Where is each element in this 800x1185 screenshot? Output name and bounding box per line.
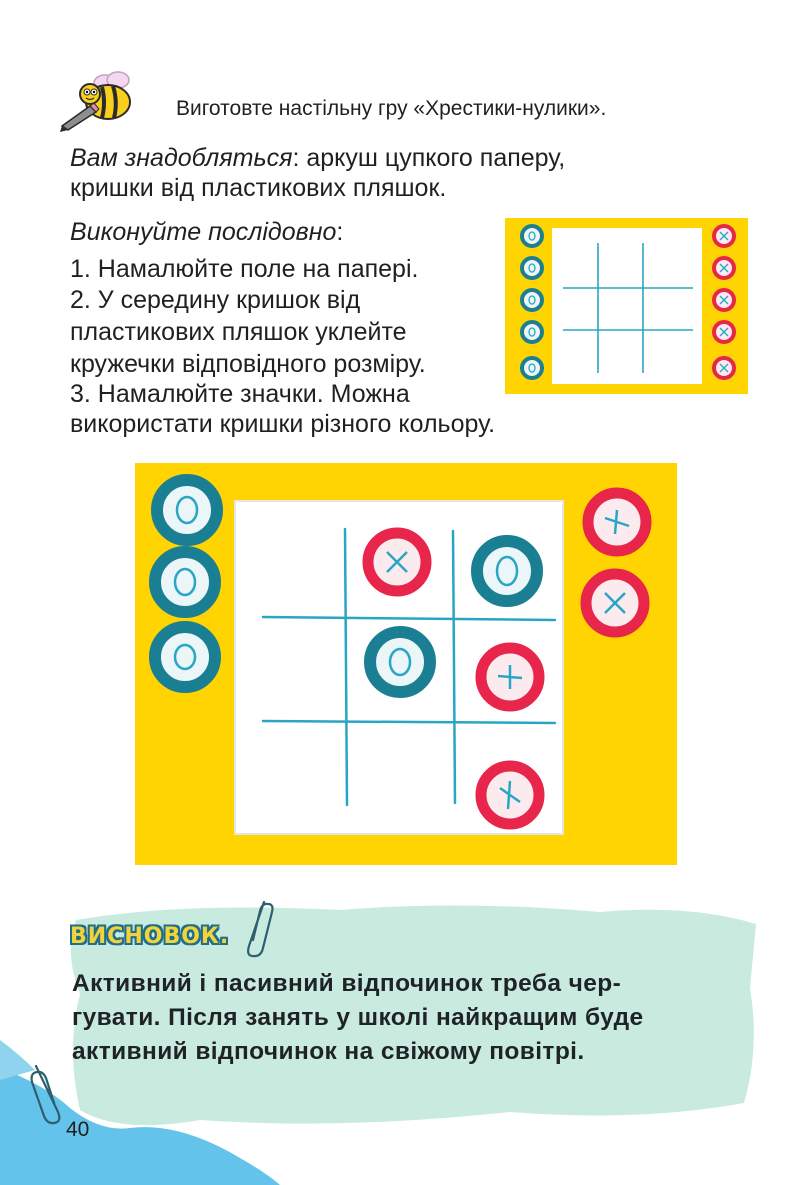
step-line-6: використати кришки різного кольору. [70, 410, 496, 438]
conclusion-title: ВИСНОВОК. [70, 924, 230, 949]
step-line-4: кружечки відповідного розміру. [70, 350, 426, 378]
step-line-2: 2. У середину кришок від [70, 286, 361, 314]
materials-line1 [70, 142, 565, 174]
conclusion-line-2: гувати. Після занять у школі найкращим буде [72, 1004, 644, 1031]
paperclip-icon [28, 1060, 68, 1128]
step-line-3: пластикових пляшок уклейте [70, 318, 407, 346]
materials-text: : аркуш цупкого паперу, [292, 144, 566, 172]
conclusion-line-1: Активний і пасивний відпочинок треба чер- [72, 970, 622, 997]
conclusion-text [72, 967, 732, 1069]
bee-pencil-icon [58, 64, 158, 134]
intro-text: Виготовте настільну гру «Хрестики-нулики». [176, 97, 607, 120]
small-board-photo [505, 218, 748, 394]
large-board-photo [135, 463, 677, 865]
step-line-5: 3. Намалюйте значки. Можна [70, 380, 410, 408]
materials-line2: кришки від пластикових пляшок. [70, 174, 447, 202]
page-number: 40 [66, 1118, 90, 1141]
paperclip-icon [240, 896, 276, 960]
steps-label: Виконуйте послідовно [70, 218, 337, 246]
steps-heading [70, 216, 343, 248]
step-line-1: 1. Намалюйте поле на папері. [70, 255, 419, 283]
conclusion-line-3: активний відпочинок на свіжому повітрі. [72, 1038, 585, 1065]
steps-colon: : [336, 218, 344, 246]
materials-label: Вам знадобляться [70, 144, 293, 172]
